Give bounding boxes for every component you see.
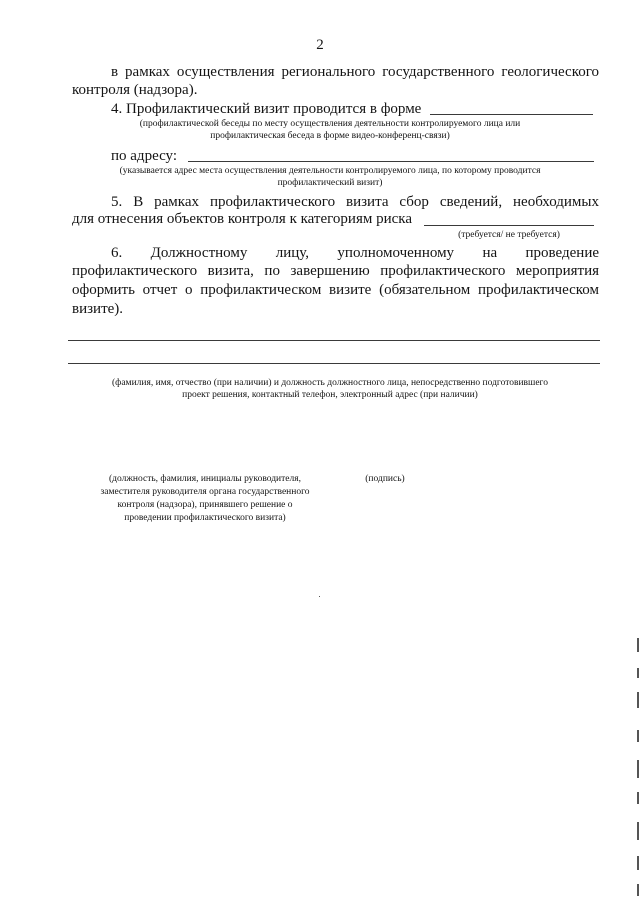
visit-form-hint-line-1: (профилактической беседы по месту осуществления деятельности контролируемого лица или bbox=[139, 119, 521, 129]
address-hint-line-2: профилактический визит) bbox=[277, 178, 383, 188]
visit-form-hint-line-2: профилактическая беседа в форме видео-конференц-связи) bbox=[210, 131, 450, 141]
scan-speck bbox=[319, 596, 320, 597]
page-number: 2 bbox=[316, 37, 324, 53]
preparer-hint-line-1: (фамилия, имя, отчество (при наличии) и должность должностного лица, непосредственно подготовившего bbox=[112, 378, 548, 388]
risk-category-blank-line bbox=[424, 225, 594, 226]
scan-edge-mark bbox=[637, 638, 639, 652]
address-hint-line-1: (указывается адрес места осуществления деятельности контролируемого лица, по которому проводится bbox=[119, 166, 541, 176]
preparer-blank-line-2 bbox=[68, 363, 600, 364]
signatory-hint-line-2: заместителя руководителя органа государственного bbox=[100, 487, 310, 497]
preparer-blank-line-1 bbox=[68, 340, 600, 341]
signature-label: (подпись) bbox=[365, 474, 405, 484]
scan-edge-mark bbox=[637, 692, 639, 708]
address-label: по адресу: bbox=[111, 148, 178, 164]
signatory-hint-line-4: проведении профилактического визита) bbox=[124, 513, 286, 523]
scan-edge-mark bbox=[637, 884, 639, 896]
visit-form-blank-line bbox=[430, 114, 593, 115]
preparer-hint-line-2: проект решения, контактный телефон, электронный адрес (при наличии) bbox=[182, 390, 478, 400]
scan-edge-mark bbox=[637, 822, 639, 840]
scan-edge-mark bbox=[637, 792, 639, 804]
paragraph-3-line-1: в рамках осуществления регионального государственного геологического bbox=[111, 64, 599, 80]
paragraph-6-line-2: профилактического визита, по завершению профилактического мероприятия bbox=[72, 263, 599, 279]
paragraph-6-line-1: 6. Должностному лицу, уполномоченному на проведение bbox=[111, 245, 599, 261]
signatory-hint-line-1: (должность, фамилия, инициалы руководителя, bbox=[108, 474, 301, 484]
paragraph-3-line-2: контроля (надзора). bbox=[72, 82, 198, 98]
scan-edge-mark bbox=[637, 730, 639, 742]
scan-edge-mark bbox=[637, 668, 639, 678]
paragraph-6-line-4: визите). bbox=[72, 301, 124, 317]
paragraph-5-line-1: 5. В рамках профилактического визита сбор сведений, необходимых bbox=[111, 194, 599, 210]
scan-edge-mark bbox=[637, 760, 639, 778]
risk-category-hint: (требуется/ не требуется) bbox=[458, 230, 560, 240]
paragraph-5-line-2: для отнесения объектов контроля к категориям риска bbox=[72, 211, 412, 227]
address-blank-line bbox=[188, 161, 594, 162]
paragraph-6-line-3: оформить отчет о профилактическом визите (обязательном профилактическом bbox=[72, 282, 599, 298]
scan-edge-mark bbox=[637, 856, 639, 870]
signatory-hint-line-3: контроля (надзора), принявшего решение о bbox=[117, 500, 293, 510]
paragraph-4-text: 4. Профилактический визит проводится в форме bbox=[111, 101, 422, 117]
